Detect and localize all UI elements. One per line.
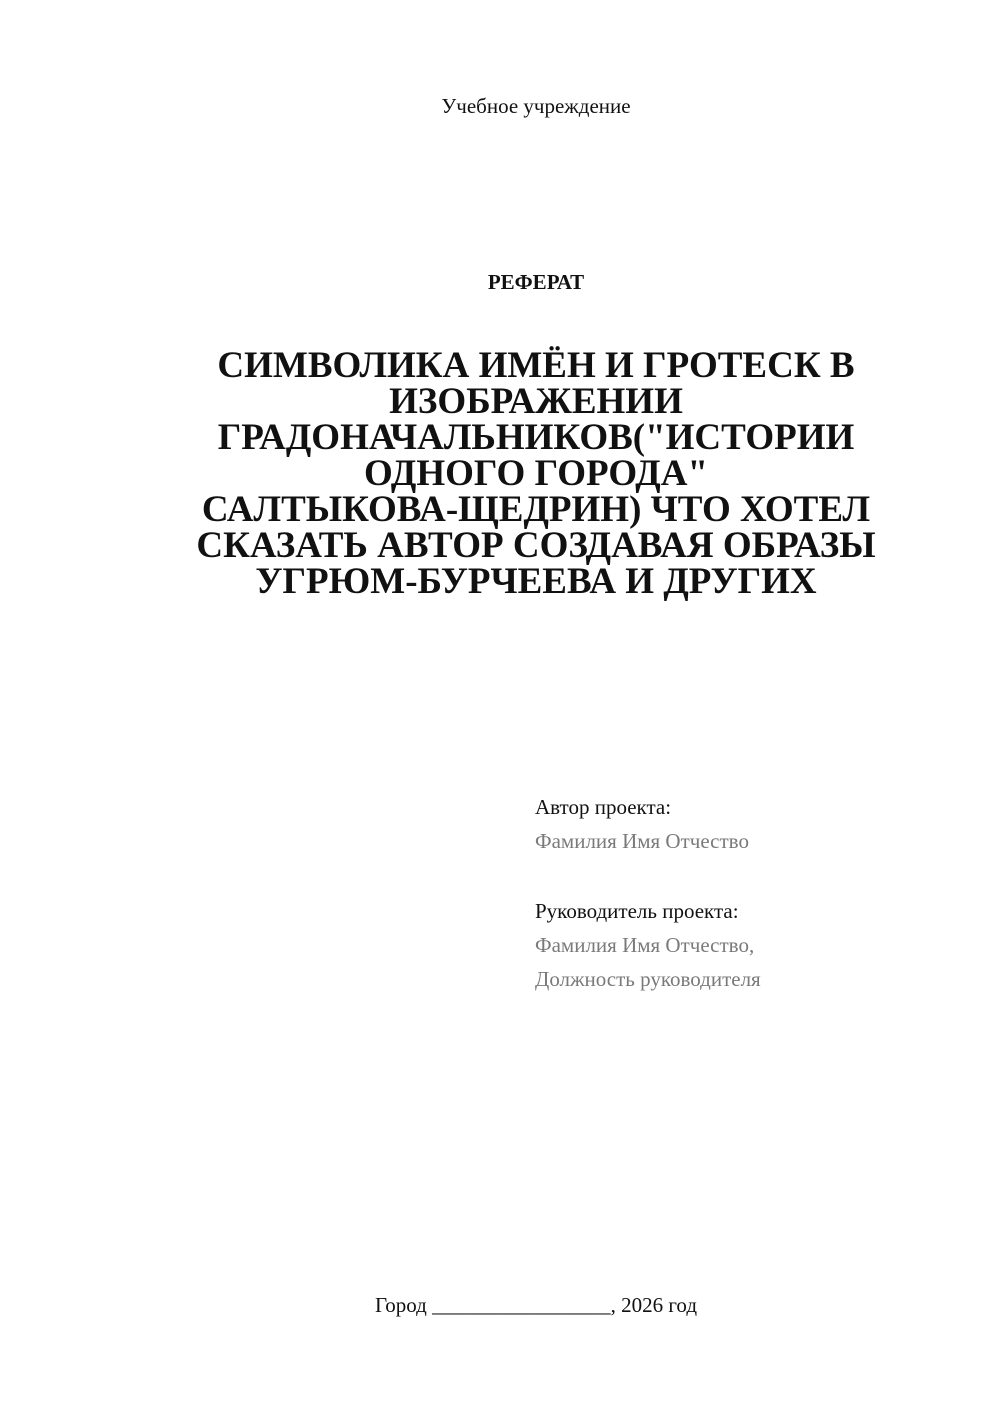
title-line: ИЗОБРАЖЕНИИ [389,381,683,422]
title-line: УГРЮМ-БУРЧЕЕВА И ДРУГИХ [255,561,817,602]
document-title [150,345,922,602]
author-info-block [535,790,975,996]
author-label: Автор проекта: [535,795,672,819]
title-line: ОДНОГО ГОРОДА" [363,453,709,494]
author-name-placeholder: Фамилия Имя Отчество [535,829,749,853]
title-line: ГРАДОНАЧАЛЬНИКОВ("ИСТОРИИ [217,417,855,458]
block-spacer [535,858,975,894]
institution-name: Учебное учреждение [441,94,631,118]
title-line: СКАЗАТЬ АВТОР СОЗДАВАЯ ОБРАЗЫ [196,525,876,566]
supervisor-name-placeholder: Фамилия Имя Отчество, [535,933,755,957]
title-line: САЛТЫКОВА-ЩЕДРИН) ЧТО ХОТЕЛ [201,489,871,530]
city-year-line: Город _________________, 2026 год [374,1293,698,1317]
supervisor-label: Руководитель проекта: [535,899,739,923]
title-line: СИМВОЛИКА ИМЁН И ГРОТЕСК В [217,345,855,386]
document-type: РЕФЕРАТ [487,270,585,294]
supervisor-position-placeholder: Должность руководителя [535,967,761,991]
